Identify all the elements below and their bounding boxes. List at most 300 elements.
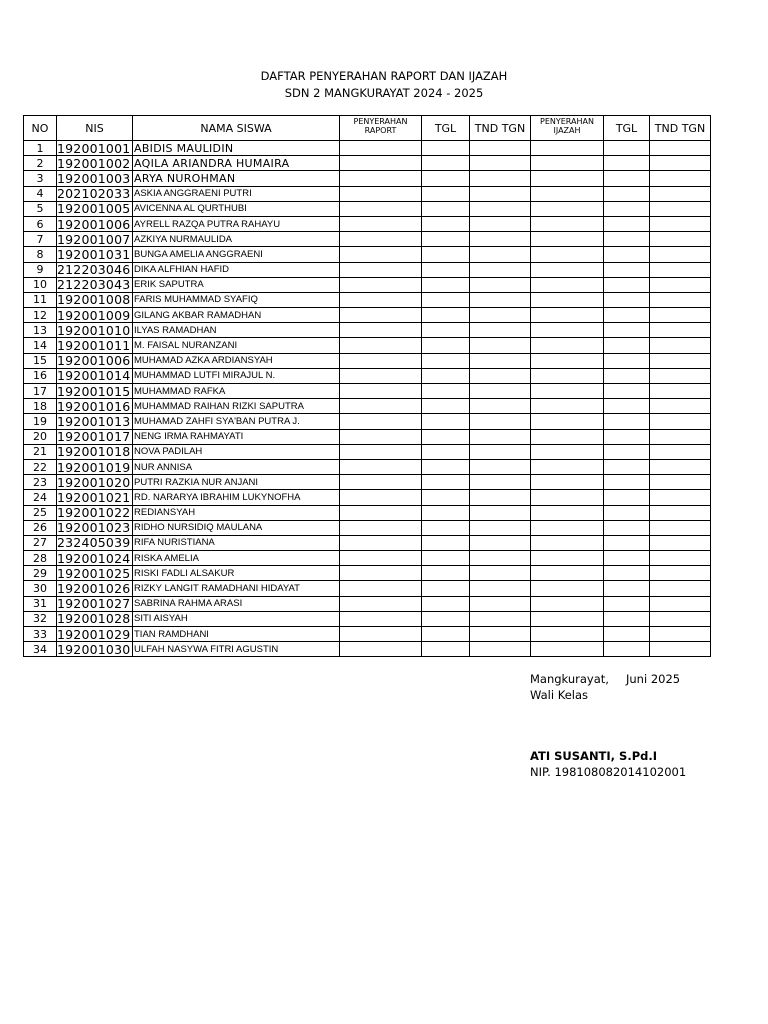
tnd-ijazah-cell <box>650 399 711 414</box>
tgl-ijazah-cell <box>604 368 650 383</box>
row-nis: 192001026 <box>57 581 133 596</box>
tnd-raport-cell <box>470 247 531 262</box>
row-no: 7 <box>24 232 57 247</box>
row-nama: MUHAMAD ZAHFI SYA'BAN PUTRA J. <box>133 414 340 429</box>
signature-date: Juni 2025 <box>626 672 681 686</box>
ijazah-cell <box>531 247 604 262</box>
row-nis: 192001024 <box>57 551 133 566</box>
raport-cell <box>340 156 422 171</box>
tgl-raport-cell <box>422 323 470 338</box>
row-nama: AVICENNA AL QURTHUBI <box>133 201 340 216</box>
tnd-ijazah-cell <box>650 171 711 186</box>
raport-cell <box>340 292 422 307</box>
row-nis: 192001022 <box>57 505 133 520</box>
tnd-raport-cell <box>470 535 531 550</box>
raport-cell <box>340 338 422 353</box>
row-nama: BUNGA AMELIA ANGGRAENI <box>133 247 340 262</box>
row-no: 25 <box>24 505 57 520</box>
tnd-ijazah-cell <box>650 201 711 216</box>
ijazah-cell <box>531 490 604 505</box>
ijazah-cell <box>531 520 604 535</box>
row-no: 16 <box>24 368 57 383</box>
raport-cell <box>340 323 422 338</box>
tnd-ijazah-cell <box>650 566 711 581</box>
tnd-ijazah-cell <box>650 353 711 368</box>
tnd-ijazah-cell <box>650 459 711 474</box>
tgl-ijazah-cell <box>604 247 650 262</box>
tgl-raport-cell <box>422 444 470 459</box>
tgl-raport-cell <box>422 505 470 520</box>
tnd-ijazah-cell <box>650 384 711 399</box>
tgl-raport-cell <box>422 186 470 201</box>
tnd-raport-cell <box>470 292 531 307</box>
row-no: 3 <box>24 171 57 186</box>
tgl-ijazah-cell <box>604 186 650 201</box>
table-row <box>24 262 711 277</box>
raport-cell <box>340 596 422 611</box>
tgl-ijazah-cell <box>604 414 650 429</box>
row-no: 21 <box>24 444 57 459</box>
tnd-ijazah-cell <box>650 520 711 535</box>
tnd-ijazah-cell <box>650 323 711 338</box>
table-row <box>24 490 711 505</box>
tgl-raport-cell <box>422 551 470 566</box>
table-row <box>24 308 711 323</box>
row-nis: 232405039 <box>57 535 133 550</box>
raport-cell <box>340 186 422 201</box>
row-nis: 192001031 <box>57 247 133 262</box>
raport-cell <box>340 399 422 414</box>
tgl-raport-cell <box>422 141 470 156</box>
tgl-raport-cell <box>422 384 470 399</box>
signature-role: Wali Kelas <box>530 688 589 702</box>
raport-cell <box>340 216 422 231</box>
row-nis: 192001023 <box>57 520 133 535</box>
row-no: 33 <box>24 627 57 642</box>
tgl-ijazah-cell <box>604 505 650 520</box>
tgl-ijazah-cell <box>604 611 650 626</box>
col-penyerahan-ijazah-label: PENYERAHAN IJAZAH <box>540 117 594 135</box>
row-no: 20 <box>24 429 57 444</box>
table-row <box>24 429 711 444</box>
tnd-raport-cell <box>470 156 531 171</box>
table-row <box>24 611 711 626</box>
table-row <box>24 141 711 156</box>
tgl-raport-cell <box>422 201 470 216</box>
tnd-ijazah-cell <box>650 292 711 307</box>
table-row <box>24 444 711 459</box>
raport-cell <box>340 581 422 596</box>
tgl-ijazah-cell <box>604 429 650 444</box>
row-nis: 192001006 <box>57 216 133 231</box>
raport-cell <box>340 444 422 459</box>
raport-cell <box>340 490 422 505</box>
table-row <box>24 384 711 399</box>
row-nis: 192001003 <box>57 171 133 186</box>
ijazah-cell <box>531 414 604 429</box>
tgl-raport-cell <box>422 414 470 429</box>
ijazah-cell <box>531 171 604 186</box>
tgl-raport-cell <box>422 338 470 353</box>
row-nama: SABRINA RAHMA ARASI <box>133 596 340 611</box>
tnd-raport-cell <box>470 384 531 399</box>
row-nis: 212203046 <box>57 262 133 277</box>
row-nis: 192001015 <box>57 384 133 399</box>
row-nama: NUR ANNISA <box>133 459 340 474</box>
ijazah-cell <box>531 353 604 368</box>
table-row <box>24 292 711 307</box>
raport-cell <box>340 201 422 216</box>
row-nama: RD. NARARYA IBRAHIM LUKYNOFHA <box>133 490 340 505</box>
tnd-ijazah-cell <box>650 535 711 550</box>
tnd-raport-cell <box>470 262 531 277</box>
row-nis: 192001006 <box>57 353 133 368</box>
row-no: 19 <box>24 414 57 429</box>
tnd-raport-cell <box>470 551 531 566</box>
row-nama: RIZKY LANGIT RAMADHANI HIDAYAT <box>133 581 340 596</box>
row-no: 23 <box>24 475 57 490</box>
table-row <box>24 338 711 353</box>
tnd-raport-cell <box>470 627 531 642</box>
tnd-ijazah-cell <box>650 216 711 231</box>
signature-nip: NIP. 19810808201410200​1 <box>530 765 687 779</box>
raport-cell <box>340 429 422 444</box>
row-no: 5 <box>24 201 57 216</box>
row-nama: ULFAH NASYWA FITRI AGUSTIN <box>133 642 340 657</box>
ijazah-cell <box>531 459 604 474</box>
tgl-raport-cell <box>422 475 470 490</box>
raport-cell <box>340 459 422 474</box>
row-nama: RIFA NURISTIANA <box>133 535 340 550</box>
tgl-raport-cell <box>422 292 470 307</box>
table-row <box>24 414 711 429</box>
row-no: 10 <box>24 277 57 292</box>
row-nis: 192001017 <box>57 429 133 444</box>
tnd-raport-cell <box>470 308 531 323</box>
tgl-ijazah-cell <box>604 490 650 505</box>
tnd-ijazah-cell <box>650 141 711 156</box>
ijazah-cell <box>531 186 604 201</box>
row-nama: AQILA ARIANDRA HUMAIRA <box>133 156 340 171</box>
row-nama: AZKIYA NURMAULIDA <box>133 232 340 247</box>
tgl-raport-cell <box>422 216 470 231</box>
row-nama: DIKA ALFHIAN HAFID <box>133 262 340 277</box>
tgl-raport-cell <box>422 156 470 171</box>
table-row <box>24 505 711 520</box>
row-no: 17 <box>24 384 57 399</box>
col-penyerahan-ijazah <box>531 116 604 141</box>
row-nis: 192001014 <box>57 368 133 383</box>
tgl-ijazah-cell <box>604 201 650 216</box>
table-row <box>24 596 711 611</box>
row-nis: 192001008 <box>57 292 133 307</box>
tnd-raport-cell <box>470 444 531 459</box>
tnd-raport-cell <box>470 232 531 247</box>
ijazah-cell <box>531 581 604 596</box>
raport-cell <box>340 368 422 383</box>
tnd-ijazah-cell <box>650 262 711 277</box>
tnd-raport-cell <box>470 475 531 490</box>
col-tnd-raport: TND TGN <box>470 116 531 141</box>
tgl-ijazah-cell <box>604 520 650 535</box>
raport-cell <box>340 308 422 323</box>
table-row <box>24 247 711 262</box>
ijazah-cell <box>531 368 604 383</box>
row-nis: 192001020 <box>57 475 133 490</box>
tgl-ijazah-cell <box>604 353 650 368</box>
row-nis: 192001019 <box>57 459 133 474</box>
tgl-ijazah-cell <box>604 338 650 353</box>
row-no: 31 <box>24 596 57 611</box>
tnd-ijazah-cell <box>650 232 711 247</box>
tgl-ijazah-cell <box>604 141 650 156</box>
tgl-ijazah-cell <box>604 262 650 277</box>
row-nama: PUTRI RAZKIA NUR ANJANI <box>133 475 340 490</box>
row-nama: NENG IRMA RAHMAYATI <box>133 429 340 444</box>
row-no: 14 <box>24 338 57 353</box>
raport-cell <box>340 520 422 535</box>
raport-cell <box>340 642 422 657</box>
row-nama: RISKA AMELIA <box>133 551 340 566</box>
row-nis: 192001025 <box>57 566 133 581</box>
row-nis: 192001021 <box>57 490 133 505</box>
row-nama: NOVA PADILAH <box>133 444 340 459</box>
raport-cell <box>340 611 422 626</box>
row-nama: ILYAS RAMADHAN <box>133 323 340 338</box>
tnd-raport-cell <box>470 520 531 535</box>
ijazah-cell <box>531 141 604 156</box>
table-row <box>24 399 711 414</box>
tnd-ijazah-cell <box>650 475 711 490</box>
row-no: 24 <box>24 490 57 505</box>
tgl-raport-cell <box>422 535 470 550</box>
tgl-ijazah-cell <box>604 171 650 186</box>
ijazah-cell <box>531 611 604 626</box>
raport-cell <box>340 566 422 581</box>
tgl-ijazah-cell <box>604 581 650 596</box>
raport-cell <box>340 171 422 186</box>
row-nis: 202102033 <box>57 186 133 201</box>
tnd-ijazah-cell <box>650 414 711 429</box>
ijazah-cell <box>531 308 604 323</box>
row-nama: GILANG AKBAR RAMADHAN <box>133 308 340 323</box>
row-nis: 192001001 <box>57 141 133 156</box>
tnd-ijazah-cell <box>650 247 711 262</box>
row-nama: MUHAMMAD LUTFI MIRAJUL N. <box>133 368 340 383</box>
tgl-ijazah-cell <box>604 292 650 307</box>
col-tnd-ijazah: TND TGN <box>650 116 711 141</box>
col-nis: NIS <box>57 116 133 141</box>
row-no: 30 <box>24 581 57 596</box>
tgl-raport-cell <box>422 429 470 444</box>
row-no: 13 <box>24 323 57 338</box>
tgl-raport-cell <box>422 262 470 277</box>
tnd-ijazah-cell <box>650 581 711 596</box>
tgl-raport-cell <box>422 611 470 626</box>
tnd-raport-cell <box>470 141 531 156</box>
tnd-raport-cell <box>470 642 531 657</box>
tgl-raport-cell <box>422 520 470 535</box>
tnd-ijazah-cell <box>650 156 711 171</box>
row-no: 28 <box>24 551 57 566</box>
row-nama: ASKIA ANGGRAENI PUTRI <box>133 186 340 201</box>
tnd-raport-cell <box>470 566 531 581</box>
col-no: NO <box>24 116 57 141</box>
tgl-raport-cell <box>422 277 470 292</box>
tnd-raport-cell <box>470 353 531 368</box>
school-name: SDN 2 MANGKURAYAT 2024 - 2025 <box>284 86 484 100</box>
raport-cell <box>340 232 422 247</box>
row-nis: 212203043 <box>57 277 133 292</box>
ijazah-cell <box>531 201 604 216</box>
tgl-raport-cell <box>422 399 470 414</box>
row-nama: MUHAMAD AZKA ARDIANSYAH <box>133 353 340 368</box>
row-no: 18 <box>24 399 57 414</box>
row-nis: 192001005 <box>57 201 133 216</box>
ijazah-cell <box>531 551 604 566</box>
table-row <box>24 201 711 216</box>
tnd-ijazah-cell <box>650 627 711 642</box>
col-tgl-ijazah: TGL <box>604 116 650 141</box>
ijazah-cell <box>531 262 604 277</box>
row-no: 9 <box>24 262 57 277</box>
tgl-raport-cell <box>422 459 470 474</box>
raport-cell <box>340 475 422 490</box>
ijazah-cell <box>531 444 604 459</box>
row-no: 34 <box>24 642 57 657</box>
row-nama: RISKI FADLI ALSAKUR <box>133 566 340 581</box>
table-body <box>24 141 711 657</box>
row-no: 1 <box>24 141 57 156</box>
tgl-raport-cell <box>422 353 470 368</box>
tnd-raport-cell <box>470 186 531 201</box>
tgl-ijazah-cell <box>604 308 650 323</box>
tgl-ijazah-cell <box>604 444 650 459</box>
row-no: 4 <box>24 186 57 201</box>
ijazah-cell <box>531 566 604 581</box>
raport-cell <box>340 384 422 399</box>
table-row <box>24 353 711 368</box>
tnd-raport-cell <box>470 277 531 292</box>
tnd-raport-cell <box>470 368 531 383</box>
table-row <box>24 171 711 186</box>
table-row <box>24 323 711 338</box>
tgl-raport-cell <box>422 490 470 505</box>
tgl-raport-cell <box>422 308 470 323</box>
row-no: 15 <box>24 353 57 368</box>
row-no: 2 <box>24 156 57 171</box>
tgl-ijazah-cell <box>604 232 650 247</box>
row-nama: ERIK SAPUTRA <box>133 277 340 292</box>
signature-place: Mangkurayat, <box>530 672 609 686</box>
row-no: 26 <box>24 520 57 535</box>
ijazah-cell <box>531 338 604 353</box>
tgl-ijazah-cell <box>604 459 650 474</box>
table-row <box>24 551 711 566</box>
row-nis: 192001030 <box>57 642 133 657</box>
row-nama: REDIANSYAH <box>133 505 340 520</box>
tnd-raport-cell <box>470 338 531 353</box>
table-row <box>24 216 711 231</box>
row-nis: 192001029 <box>57 627 133 642</box>
ijazah-cell <box>531 277 604 292</box>
ijazah-cell <box>531 384 604 399</box>
document-title: DAFTAR PENYERAHAN RAPORT DAN IJAZAH <box>260 69 508 83</box>
ijazah-cell <box>531 216 604 231</box>
row-no: 6 <box>24 216 57 231</box>
row-nama: AYRELL RAZQA PUTRA RAHAYU <box>133 216 340 231</box>
row-nis: 192001018 <box>57 444 133 459</box>
table-row <box>24 642 711 657</box>
row-nis: 192001013 <box>57 414 133 429</box>
row-nis: 192001007 <box>57 232 133 247</box>
table-row <box>24 475 711 490</box>
row-no: 32 <box>24 611 57 626</box>
table-row <box>24 520 711 535</box>
raport-cell <box>340 414 422 429</box>
table-row <box>24 627 711 642</box>
tgl-ijazah-cell <box>604 642 650 657</box>
tgl-ijazah-cell <box>604 384 650 399</box>
tgl-ijazah-cell <box>604 596 650 611</box>
tnd-raport-cell <box>470 429 531 444</box>
raport-cell <box>340 505 422 520</box>
row-no: 8 <box>24 247 57 262</box>
raport-cell <box>340 262 422 277</box>
ijazah-cell <box>531 535 604 550</box>
tgl-raport-cell <box>422 247 470 262</box>
ijazah-cell <box>531 399 604 414</box>
tgl-raport-cell <box>422 368 470 383</box>
ijazah-cell <box>531 156 604 171</box>
tgl-ijazah-cell <box>604 216 650 231</box>
row-nama: RIDHO NURSIDIQ MAULANA <box>133 520 340 535</box>
tnd-raport-cell <box>470 399 531 414</box>
tnd-raport-cell <box>470 414 531 429</box>
row-nis: 192001028 <box>57 611 133 626</box>
raport-cell <box>340 247 422 262</box>
row-nama: ARYA NUROHMAN <box>133 171 340 186</box>
tnd-raport-cell <box>470 171 531 186</box>
raport-cell <box>340 277 422 292</box>
row-nis: 192001016 <box>57 399 133 414</box>
tgl-ijazah-cell <box>604 323 650 338</box>
tgl-ijazah-cell <box>604 277 650 292</box>
ijazah-cell <box>531 642 604 657</box>
row-no: 12 <box>24 308 57 323</box>
raport-cell <box>340 141 422 156</box>
tnd-raport-cell <box>470 581 531 596</box>
table-row <box>24 368 711 383</box>
col-penyerahan-raport <box>340 116 422 141</box>
tgl-raport-cell <box>422 627 470 642</box>
tgl-ijazah-cell <box>604 535 650 550</box>
tnd-ijazah-cell <box>650 642 711 657</box>
raport-cell <box>340 535 422 550</box>
table-row <box>24 459 711 474</box>
tnd-ijazah-cell <box>650 277 711 292</box>
tnd-ijazah-cell <box>650 186 711 201</box>
ijazah-cell <box>531 505 604 520</box>
ijazah-cell <box>531 475 604 490</box>
tgl-raport-cell <box>422 642 470 657</box>
table-row <box>24 186 711 201</box>
row-nama: SITI AISYAH <box>133 611 340 626</box>
tnd-ijazah-cell <box>650 490 711 505</box>
row-nis: 192001009 <box>57 308 133 323</box>
ijazah-cell <box>531 429 604 444</box>
tgl-ijazah-cell <box>604 566 650 581</box>
